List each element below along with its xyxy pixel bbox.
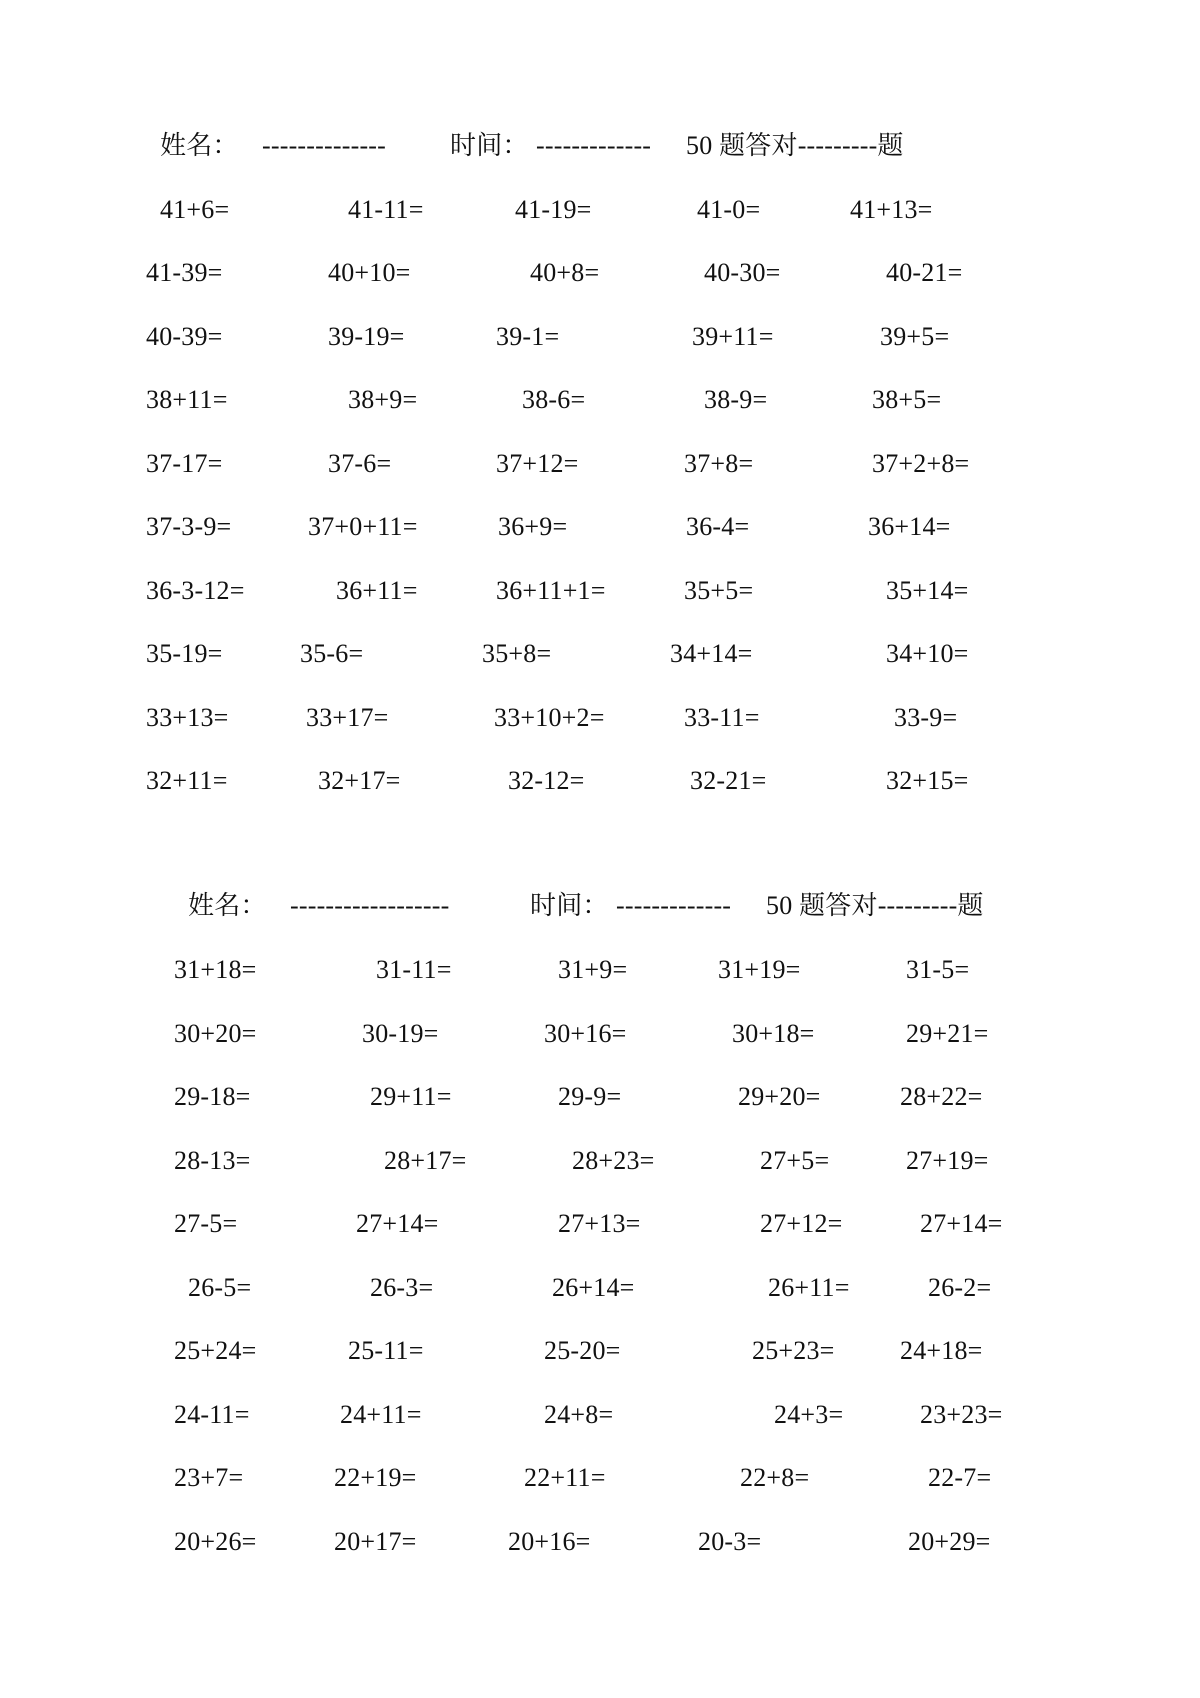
problem: 37+2+8= [872,449,970,478]
problem: 26-2= [928,1273,992,1302]
problem: 30+18= [732,1019,815,1048]
problem: 32-12= [508,766,585,795]
problem: 25-11= [348,1336,424,1365]
problem: 37-6= [328,449,392,478]
problem: 20+26= [174,1527,257,1556]
problem: 37-3-9= [146,512,232,541]
problem: 35+14= [886,576,969,605]
problem: 36+11= [336,576,418,605]
problem: 38+11= [146,385,228,414]
problem: 38+5= [872,385,942,414]
problem: 39-1= [496,322,560,351]
problem: 20+16= [508,1527,591,1556]
problem: 40+8= [530,258,600,287]
problem: 25+23= [752,1336,835,1365]
problem: 30+20= [174,1019,257,1048]
problem: 27+12= [760,1209,843,1238]
problem: 23+7= [174,1463,244,1492]
problem: 31+18= [174,955,257,984]
problem: 35+5= [684,576,754,605]
problem: 24+18= [900,1336,983,1365]
problem: 41-19= [515,195,592,224]
name-label: 姓名： [188,891,267,920]
problem: 37-17= [146,449,223,478]
problem: 26-3= [370,1273,434,1302]
problem: 38-9= [704,385,768,414]
problem: 22+19= [334,1463,417,1492]
problem: 31+19= [718,955,801,984]
problem: 29-9= [558,1082,622,1111]
problem: 26+11= [768,1273,850,1302]
problem: 39+5= [880,322,950,351]
name-label: 姓名： [160,131,239,160]
problem: 24-11= [174,1400,250,1429]
problem: 40-21= [886,258,963,287]
problem: 22-7= [928,1463,992,1492]
problem: 31+9= [558,955,628,984]
problem: 27+5= [760,1146,830,1175]
problem: 36-3-12= [146,576,245,605]
problem: 31-11= [376,955,452,984]
problem: 38-6= [522,385,586,414]
problem: 25-20= [544,1336,621,1365]
problem: 32+15= [886,766,969,795]
problem: 36-4= [686,512,750,541]
problem: 36+14= [868,512,951,541]
time-label: 时间： [450,131,529,160]
problem: 33-11= [684,703,760,732]
problem: 24+3= [774,1400,844,1429]
problem: 41-11= [348,195,424,224]
problem: 36+11+1= [496,576,606,605]
problem: 29-18= [174,1082,251,1111]
problem: 20-3= [698,1527,762,1556]
problem: 33+13= [146,703,229,732]
problem: 33+10+2= [494,703,605,732]
problem: 27-5= [174,1209,238,1238]
problem: 29+20= [738,1082,821,1111]
problem: 20+29= [908,1527,991,1556]
problem: 33-9= [894,703,958,732]
problem: 35-19= [146,639,223,668]
problem: 20+17= [334,1527,417,1556]
problem: 34+10= [886,639,969,668]
time-blank: ------------- [616,891,732,920]
problem: 41-0= [697,195,761,224]
problem: 35+8= [482,639,552,668]
problem: 37+8= [684,449,754,478]
problem: 35-6= [300,639,364,668]
problem: 37+12= [496,449,579,478]
problem: 41+13= [850,195,933,224]
problem: 29+11= [370,1082,452,1111]
problem: 29+21= [906,1019,989,1048]
problem: 41+6= [160,195,230,224]
name-blank: -------------- [262,131,387,160]
problem: 24+11= [340,1400,422,1429]
problem: 26-5= [188,1273,252,1302]
problem: 28+17= [384,1146,467,1175]
problem: 38+9= [348,385,418,414]
time-blank: ------------- [536,131,652,160]
problem: 36+9= [498,512,568,541]
problem: 26+14= [552,1273,635,1302]
problem: 27+14= [920,1209,1003,1238]
time-label: 时间： [530,891,609,920]
problem: 30+16= [544,1019,627,1048]
problem: 28+23= [572,1146,655,1175]
problem: 31-5= [906,955,970,984]
problem: 32+11= [146,766,228,795]
problem: 28+22= [900,1082,983,1111]
problem: 40+10= [328,258,411,287]
problem: 32+17= [318,766,401,795]
problem: 33+17= [306,703,389,732]
problem: 25+24= [174,1336,257,1365]
problem: 23+23= [920,1400,1003,1429]
problem: 22+11= [524,1463,606,1492]
problem: 39+11= [692,322,774,351]
problem: 27+14= [356,1209,439,1238]
problem: 41-39= [146,258,223,287]
score-label: 50 题答对---------题 [766,891,984,920]
problem: 28-13= [174,1146,251,1175]
name-blank: ------------------ [290,891,450,920]
problem: 27+13= [558,1209,641,1238]
score-label: 50 题答对---------题 [686,131,904,160]
problem: 30-19= [362,1019,439,1048]
problem: 40-39= [146,322,223,351]
problem: 24+8= [544,1400,614,1429]
problem: 39-19= [328,322,405,351]
problem: 27+19= [906,1146,989,1175]
problem: 37+0+11= [308,512,418,541]
problem: 32-21= [690,766,767,795]
problem: 34+14= [670,639,753,668]
problem: 22+8= [740,1463,810,1492]
problem: 40-30= [704,258,781,287]
